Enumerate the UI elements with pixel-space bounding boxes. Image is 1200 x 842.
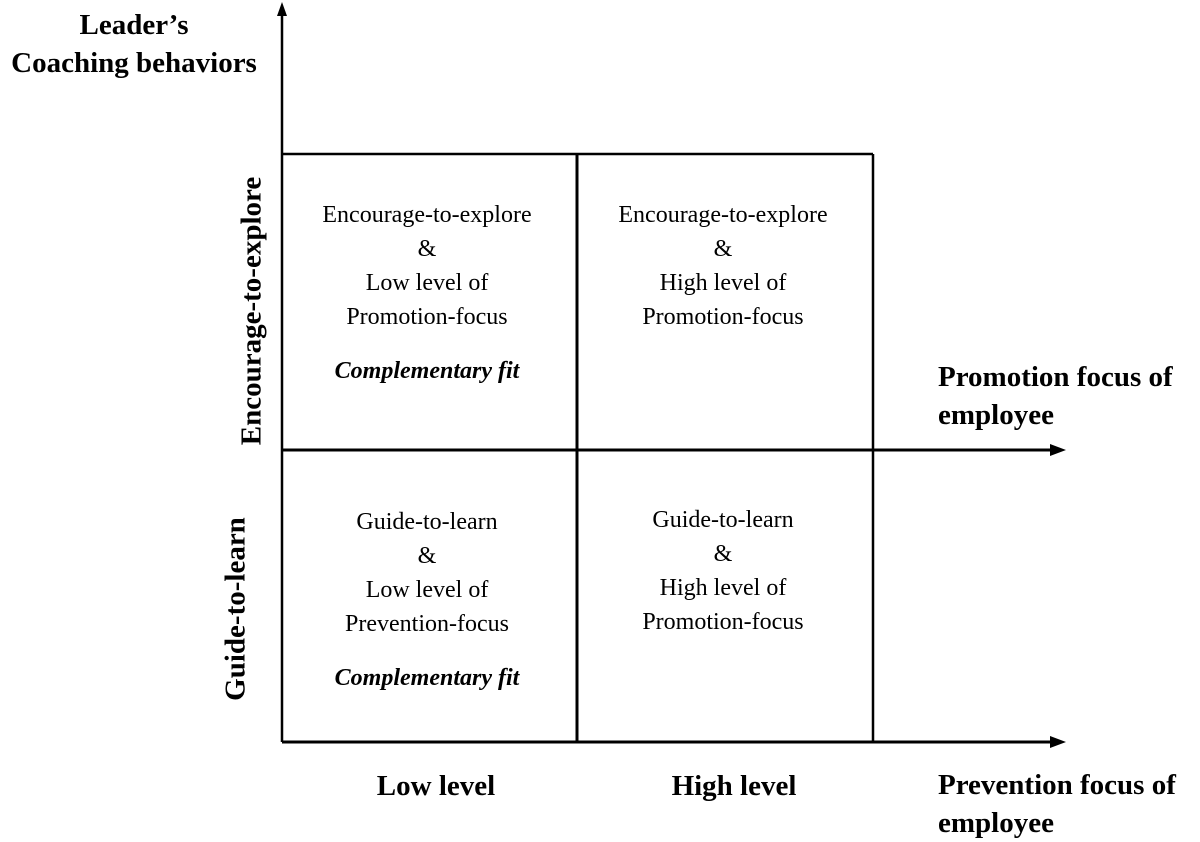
y-axis-title-line2: Coaching behaviors xyxy=(11,47,257,79)
quadrant-text: Promotion-focus xyxy=(642,304,804,330)
y-axis-title xyxy=(0,6,268,82)
quadrant-text: High level of xyxy=(659,270,787,296)
quadrant-text: Encourage-to-explore xyxy=(618,202,828,228)
y-axis-title-line1: Leader’s xyxy=(79,9,189,41)
prevention-axis-arrowhead xyxy=(1050,736,1066,748)
x-tick-high-level: High level xyxy=(671,770,797,802)
prevention-axis-title-line2: employee xyxy=(938,807,1054,839)
quadrant-text: Promotion-focus xyxy=(642,609,804,635)
quadrant-text: & xyxy=(417,236,437,262)
quadrant-text: Low level of xyxy=(365,577,489,603)
quadrant-text: Encourage-to-explore xyxy=(322,202,532,228)
y-axis-arrowhead xyxy=(277,2,287,16)
promotion-axis-title-line1: Promotion focus of xyxy=(938,361,1173,393)
complementary-fit-label: Complementary fit xyxy=(334,665,520,691)
quadrant-top-right xyxy=(578,198,868,334)
quadrant-text: & xyxy=(713,236,733,262)
quadrant-bottom-left xyxy=(282,505,572,695)
promotion-axis-arrowhead xyxy=(1050,444,1066,456)
quadrant-text: & xyxy=(713,541,733,567)
x-tick-low-level: Low level xyxy=(376,770,496,802)
row-label-guide: Guide-to-learn xyxy=(219,517,252,701)
quadrant-text: Guide-to-learn xyxy=(356,509,498,535)
promotion-axis-title-line2: employee xyxy=(938,399,1054,431)
promotion-axis-title xyxy=(938,358,1173,434)
quadrant-bottom-right xyxy=(578,503,868,639)
quadrant-text: Promotion-focus xyxy=(346,304,508,330)
quadrant-top-left xyxy=(282,198,572,388)
quadrant-text: High level of xyxy=(659,575,787,601)
quadrant-text: Guide-to-learn xyxy=(652,507,794,533)
prevention-axis-title xyxy=(938,766,1176,842)
quadrant-text: & xyxy=(417,543,437,569)
quadrant-text: Prevention-focus xyxy=(345,611,509,637)
complementary-fit-label: Complementary fit xyxy=(334,358,520,384)
row-label-encourage: Encourage-to-explore xyxy=(235,176,268,446)
prevention-axis-title-line1: Prevention focus of xyxy=(938,769,1176,801)
quadrant-text: Low level of xyxy=(365,270,489,296)
